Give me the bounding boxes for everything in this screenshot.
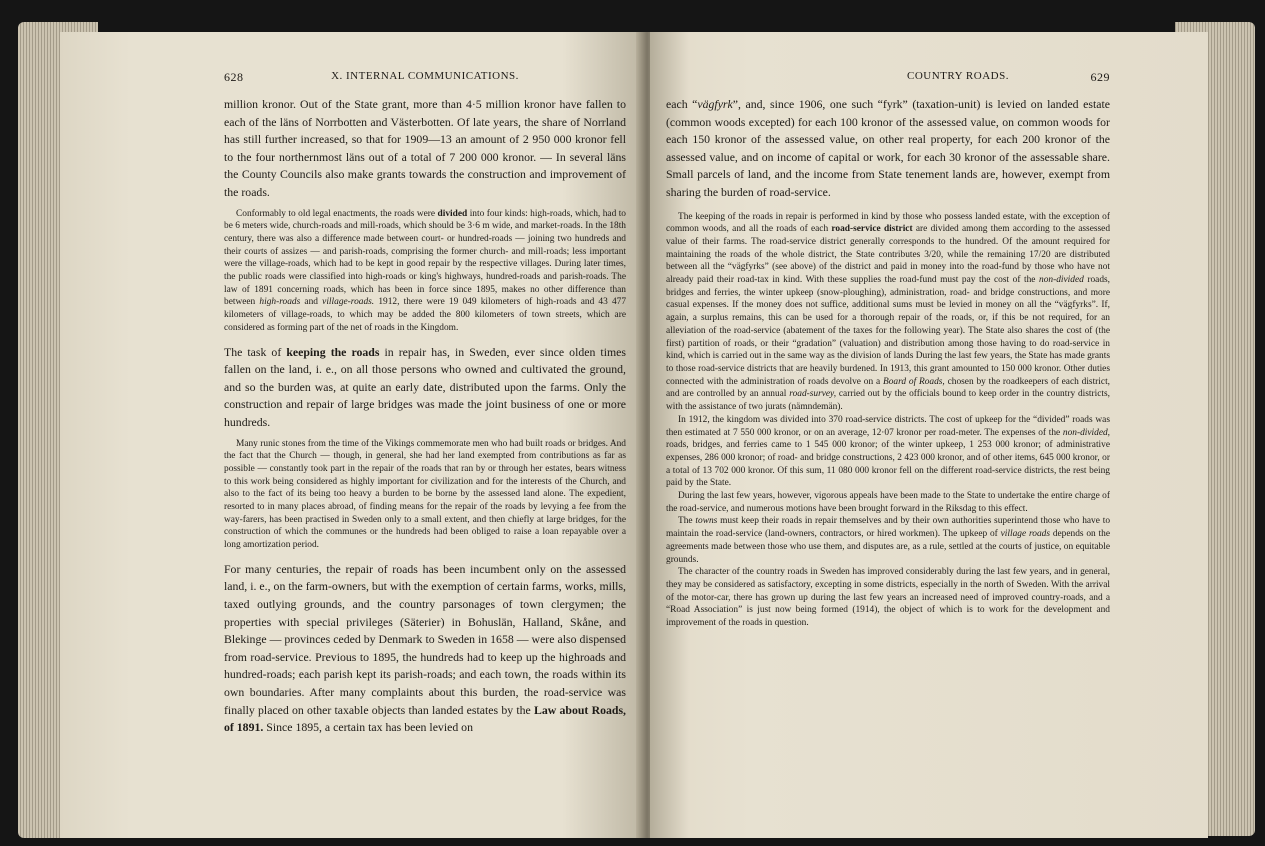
right-paragraph-6: The character of the country roads in Sweden has improved considerably during the last few years, and in general, they may be considered as satisfactory, excepting in some districts, especially in the north of Sweden. With the arrival of the motor-car, there has grown up during the last few years an increased need of improved country-roads, and a “Road Association” is just now being formed (1914), the object of which is to work for the development and improvement of the roads in question. xyxy=(666,567,1110,629)
right-running-head xyxy=(666,70,1110,90)
left-running-head xyxy=(224,70,626,90)
right-page xyxy=(650,32,1208,838)
right-paragraph-2: The keeping of the roads in repair is performed in kind by those who possess landed estate, with the exception of common woods, and all the roads of each road-service district are divided among them according to the assessed value of their farms. The road-service district generally corresponds to the hundred. Of the amount required for maintaining the roads of the whole district, the State contributes 3/20, while the remaining 17/20 are distributed between all the “vägfyrks” (see above) of the district and paid in money into the road-fund by those who have not already paid their road-tax in kind. With these supplies the road-fund must pay the cost of the non-divided roads, bridges and ferries, the winter upkeep (snow-ploughing), administration, road- and bridge constructions, and more casual expenses. If the money does not suffice, additional sums must be levied in money on all the “vägfyrks”. If, again, a surplus remains, this can be used for a thorough repair of the roads, or, if this be not required, for an alleviation of the road-service (abatement of the taxes for the following year). The State also shares the cost of (the first) partition of roads, or their “gradation” (valuation) and distribution among those having to do road-service in kind, which is carried out in the same way as the division of lands During the last few years, the State has made grants to those road-service districts that are heavily burdened. In 1913, this grant amounted to 150 000 kronor. Other duties connected with the administration of roads devolve on a Board of Roads, chosen by the roadkeepers of each district, and are controlled by an annual road-survey, carried out by the officials bound to keep order in the country districts, with the assistance of two jurats (nämndemän). xyxy=(666,211,1111,413)
right-paragraph-5: The towns must keep their roads in repair themselves and by their own authorities superintend those who have to maintain the road-service (land-owners, contractors, or hired workmen). The upkeep of village roads depends on the agreements made between those who use them, and disputes are, as a rule, settled at the courts of justice, on equitable grounds. xyxy=(666,516,1111,565)
right-page-number: 629 xyxy=(1090,70,1110,84)
left-paragraph-2: Conformably to old legal enactments, the roads were divided into four kinds: high-roads, which, had to be 6 meters wide, church-roads and mill-roads, which should be 3·6 m wide, and market-roads. In the 18th century, there was also a difference made between court- or hundred-roads — joining two hundreds and their courts of assizes — and parish-roads, comprising the former church- and mill-roads; less important were the village-roads, which had to be kept in good repair by the respective villages. During later times, the public roads were classified into high-roads or king's highways, hundred-roads and parish-roads. The law of 1891 concerning roads, which has been in force since 1895, makes no other difference than between high-roads and village-roads. 1912, there were 19 049 kilometers of high-roads and 43 477 kilometers of village-roads, to which may be added the 800 kilometers of town streets, which are considered as forming part of the net of roads in the Kingdom. xyxy=(224,208,627,333)
left-paragraph-4: Many runic stones from the time of the Vikings commemorate men who had built roads or bridges. And the fact that the Church — though, in general, she had her land exempted from contributions as far as possible — constantly took part in the repair of the roads that ran by or through her estates, bears witness to this work being considered as highly important for civilization and for the interests of the Church, and also to the fact of its being too heavy a burden to be borne by the assessed land alone. The expedient, resorted to in many places abroad, of finding means for the repair of the roads by levying a fee from the way-farers, has been practised in Sweden only to a small extent, and then chiefly at large bridges, for the construction of which the communes or the hundreds had been obliged to raise a loan repayable over a long amortization period. xyxy=(224,438,626,551)
right-paragraph-4: During the last few years, however, vigorous appeals have been made to the State to undertake the entire charge of the road-service, and numerous motions have been brought forward in the Riksdag to this effect. xyxy=(666,491,1110,514)
left-page-number: 628 xyxy=(224,70,244,84)
left-chapter-title: X. INTERNAL COMMUNICATIONS. xyxy=(331,70,519,82)
left-paragraph-3: The task of keeping the roads in repair has, in Sweden, ever since olden times fallen on the land, i. e., on all those persons who owned and cultivated the ground, and so the burden was, at quite an early date, distributed upon the farms. Only the construction and repair of large bridges was made the joint business of one or more hundreds. xyxy=(224,344,626,429)
right-paragraph-3: In 1912, the kingdom was divided into 370 road-service districts. The cost of upkeep for the “divided” roads was then estimated at 7 550 000 kronor, or on an average, 12·07 kronor per road-meter. The expenses of the non-divided, roads, bridges, and ferries came to 1 545 000 kronor; of the winter upkeep, 1 253 000 kronor; of administrative expenses, 286 000 kronor; of road- and bridge constructions, 2 423 000 kronor, and of other items, 645 000 kronor, or a total of 13 702 000 kronor. Of this sum, 11 080 000 kronor fell on the different road-service districts, the rest being paid by the State. xyxy=(666,414,1111,489)
left-paragraph-5: For many centuries, the repair of roads has been incumbent only on the assessed land, i. e., on the farm-owners, but with the exemption of certain farms, works, mills, taxed outlying grounds, and the country parsonages of town clergymen; the properties with special privileges (Säterier) in Bohuslän, Halland, Skåne, and Blekinge — provinces ceded by Denmark to Sweden in 1658 — were also dispensed from road-service. Previous to 1895, the hundreds had to keep up the highroads and hundred-roads; each parish kept its parish-roads; and each town, the roads within its own boundaries. After many complaints about this burden, the road-service was finally placed on other taxable objects than landed estates by the Law about Roads, of 1891. Since 1895, a certain tax has been levied on xyxy=(224,561,627,735)
right-chapter-title: COUNTRY ROADS. xyxy=(907,70,1009,82)
right-paragraph-1: each “vägfyrk”, and, since 1906, one such “fyrk” (taxation-unit) is levied on landed estate (common woods excepted) for each 100 kronor of the assessed value, on common woods for each 150 kronor of the assessed value, on other real property, for each 200 kronor of the assessed value, and on income of capital or work, for each 30 kronor of the assessable share. Small parcels of land, and the income from State tenement lands are, however, exempt from sharing the burden of road-service. xyxy=(666,97,1110,199)
left-page xyxy=(60,32,644,838)
left-paragraph-1: million kronor. Out of the State grant, more than 4·5 million kronor have fallen to each of the läns of Norrbotten and Västerbotten. Of late years, the share of Norrland has still further increased, so that for 1909—13 an amount of 2 950 000 kronor fell to the four northernmost läns out of a total of 7 200 000 kronor. — In several läns the County Councils also make grants towards the construction and improvement of the roads. xyxy=(224,97,626,199)
